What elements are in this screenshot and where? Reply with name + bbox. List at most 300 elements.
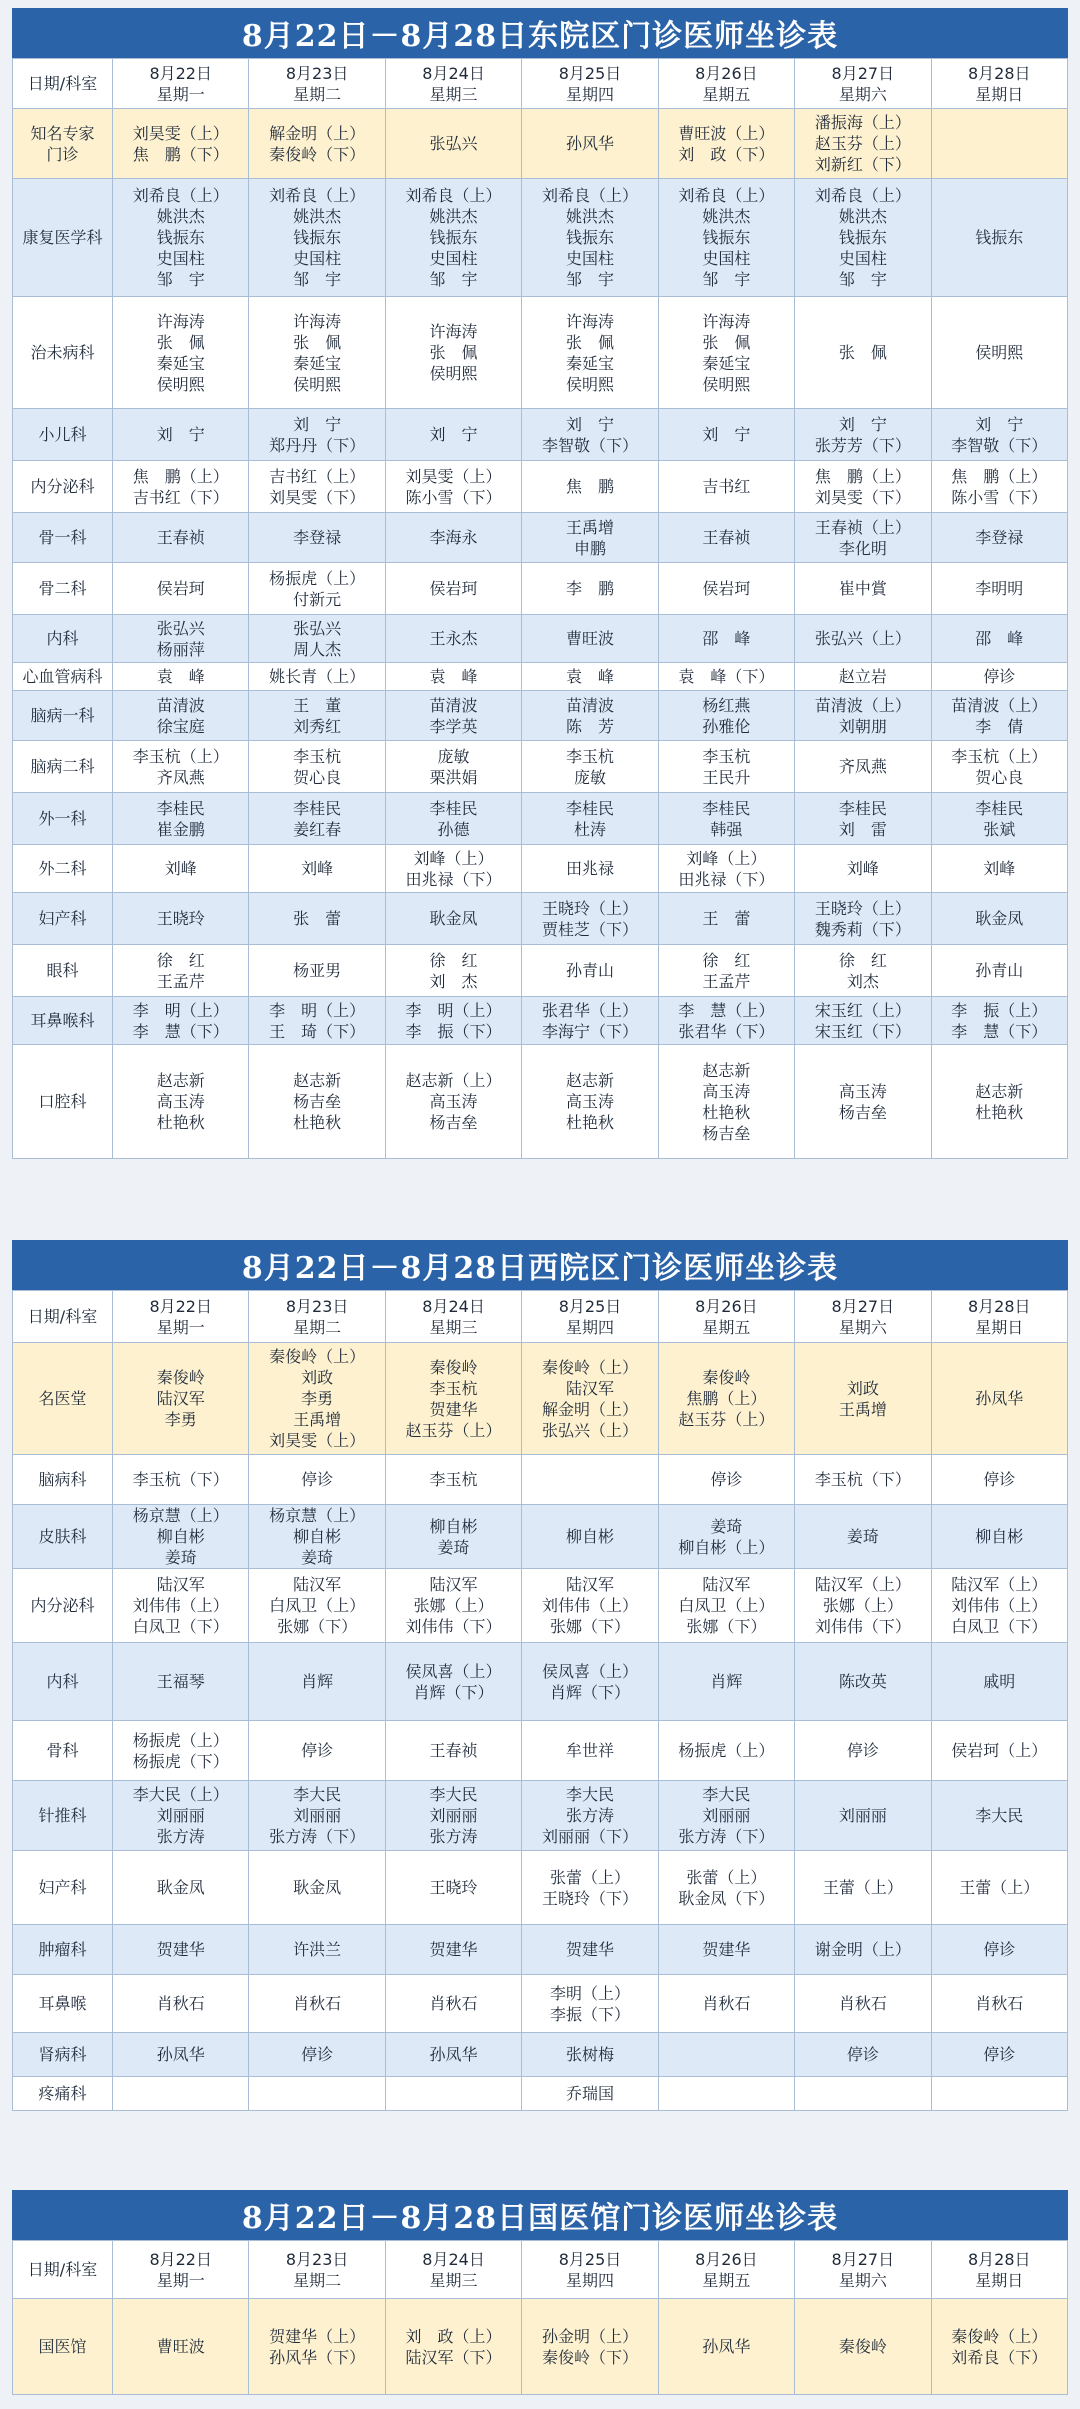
doctor-cell <box>522 1569 658 1643</box>
cell-line: 杨吉垒 <box>293 1092 342 1111</box>
cell-line: 姚洪杰 <box>156 207 205 226</box>
doctor-cell <box>931 513 1067 563</box>
doctor-cell <box>658 1455 794 1505</box>
doctor-cell <box>113 893 249 945</box>
doctor-cell <box>249 179 385 297</box>
doctor-cell <box>658 845 794 893</box>
cell-line: 史国柱 <box>838 249 887 268</box>
day-weekday: 星期五 <box>702 1317 751 1337</box>
cell-line: 苗清波 <box>565 695 614 715</box>
cell-line: 李智敬（下） <box>541 435 638 455</box>
doctor-cell <box>113 1925 249 1975</box>
day-weekday: 星期六 <box>838 84 887 104</box>
table-row <box>13 2033 1068 2077</box>
day-header <box>658 2241 794 2299</box>
day-date: 8月22日 <box>149 63 212 83</box>
cell-line: 邹 宇 <box>702 270 751 289</box>
cell-line: 心血管病科 <box>22 667 103 686</box>
cell-line: 焦 鹏（上） <box>951 466 1048 486</box>
day-weekday: 星期一 <box>156 1317 205 1337</box>
doctor-cell <box>385 2033 521 2077</box>
header-row <box>13 2241 1068 2299</box>
cell-line: 王 董 <box>293 695 342 715</box>
cell-line: 赵志新 <box>156 1071 205 1090</box>
cell-line: 骨科 <box>46 1741 79 1760</box>
cell-line: 张弘兴 <box>156 618 205 638</box>
cell-line: 刘希良（上） <box>541 186 638 205</box>
cell-line: 钱振东 <box>975 228 1024 247</box>
cell-line: 陆汉军 <box>156 1575 205 1594</box>
department-cell <box>13 1781 113 1851</box>
cell-line: 宋玉红（下） <box>814 1021 911 1041</box>
cell-line: 焦 鹏 <box>565 477 614 496</box>
cell-line: 田兆禄 <box>565 859 614 878</box>
doctor-cell <box>385 793 521 845</box>
doctor-cell <box>795 563 931 615</box>
cell-line: 孙德 <box>437 819 470 839</box>
cell-line: 门诊 <box>46 144 79 164</box>
doctor-cell <box>658 179 794 297</box>
cell-line: 田兆禄（下） <box>678 869 775 889</box>
doctor-cell <box>249 845 385 893</box>
cell-line: 李 明（上） <box>269 1000 366 1020</box>
doctor-cell <box>795 945 931 997</box>
department-cell <box>13 997 113 1045</box>
cell-line: 陈小雪（下） <box>405 487 502 507</box>
department-cell <box>13 513 113 563</box>
day-weekday: 星期二 <box>293 2270 342 2290</box>
table-row <box>13 615 1068 663</box>
doctor-cell <box>385 1045 521 1159</box>
cell-line: 史国柱 <box>293 249 342 268</box>
doctor-cell <box>385 409 521 461</box>
cell-line: 李 明（上） <box>405 1000 502 1020</box>
cell-line: 徐 红 <box>702 950 751 970</box>
cell-line: 苗清波 <box>429 695 478 715</box>
cell-line: 李 鹏 <box>565 579 614 598</box>
doctor-cell <box>249 563 385 615</box>
doctor-cell <box>113 1781 249 1851</box>
cell-line: 孙凤华 <box>156 2045 205 2064</box>
doctor-cell <box>522 997 658 1045</box>
doctor-cell <box>385 563 521 615</box>
doctor-cell <box>249 1643 385 1721</box>
cell-line: 刘峰（上） <box>686 848 767 868</box>
cell-line: 徐宝庭 <box>156 716 205 736</box>
cell-line: 刘 宁 <box>429 425 478 444</box>
cell-line: 刘昊雯（下） <box>814 487 911 507</box>
section-title: 8月22日－8月28日西院区门诊医师坐诊表 <box>12 1240 1068 1290</box>
doctor-cell <box>795 1851 931 1925</box>
cell-line: 许海涛 <box>156 311 205 331</box>
cell-line: 陆汉军 <box>429 1575 478 1594</box>
day-date: 8月24日 <box>422 63 485 83</box>
cell-line: 贺建华 <box>156 1940 205 1959</box>
cell-line: 停诊 <box>301 1741 334 1760</box>
cell-line: 孙青山 <box>975 961 1024 980</box>
doctor-cell <box>249 663 385 691</box>
cell-line: 陈改英 <box>838 1672 887 1691</box>
day-weekday: 星期三 <box>429 84 478 104</box>
cell-line: 张 佩 <box>702 332 751 352</box>
cell-line: 徐 红 <box>838 950 887 970</box>
cell-line: 秦俊岭（下） <box>269 144 366 164</box>
cell-line: 李玉杭 <box>429 1470 478 1489</box>
doctor-cell <box>658 1643 794 1721</box>
cell-line: 外二科 <box>38 859 87 878</box>
cell-line: 肖秋石 <box>838 1994 887 2013</box>
cell-line: 李 振（上） <box>951 1000 1048 1020</box>
cell-line: 郑丹丹（下） <box>269 435 366 455</box>
doctor-cell <box>249 615 385 663</box>
department-cell <box>13 1045 113 1159</box>
table-body <box>13 109 1068 1159</box>
cell-line: 张弘兴 <box>293 618 342 638</box>
department-cell <box>13 741 113 793</box>
cell-line: 邹 宇 <box>838 270 887 289</box>
doctor-cell <box>931 1643 1067 1721</box>
cell-line: 钱振东 <box>838 228 887 247</box>
day-date: 8月28日 <box>967 2249 1031 2269</box>
day-weekday: 星期六 <box>838 1317 887 1337</box>
doctor-cell <box>931 945 1067 997</box>
doctor-cell <box>249 1781 385 1851</box>
cell-line: 杨京慧（上） <box>132 1506 229 1525</box>
table-row <box>13 513 1068 563</box>
cell-line: 戚明 <box>983 1672 1016 1691</box>
cell-line: 姚洪杰 <box>838 207 887 226</box>
department-cell <box>13 945 113 997</box>
section-title: 8月22日－8月28日国医馆门诊医师坐诊表 <box>12 2190 1068 2240</box>
cell-line: 刘 宁 <box>702 425 751 444</box>
doctor-cell <box>522 1925 658 1975</box>
cell-line: 邹 宇 <box>293 270 342 289</box>
cell-line: 妇产科 <box>38 909 87 928</box>
doctor-cell <box>522 793 658 845</box>
doctor-cell <box>522 1343 658 1455</box>
cell-line: 张娜（上） <box>413 1596 494 1615</box>
department-cell <box>13 297 113 409</box>
cell-line: 袁 峰 <box>565 667 614 686</box>
cell-line: 史国柱 <box>429 249 478 268</box>
day-weekday: 星期日 <box>975 84 1024 104</box>
day-header <box>385 1291 521 1343</box>
doctor-cell <box>658 1925 794 1975</box>
cell-line: 刘峰 <box>164 859 197 878</box>
cell-line: 白凤卫（下） <box>951 1617 1048 1636</box>
cell-line: 王孟芹 <box>156 971 205 991</box>
doctor-cell <box>931 2033 1067 2077</box>
day-date: 8月25日 <box>558 63 622 83</box>
doctor-cell <box>522 2077 658 2111</box>
cell-line: 许海涛 <box>293 311 342 331</box>
cell-line: 赵志新（上） <box>405 1071 502 1090</box>
doctor-cell <box>795 663 931 691</box>
cell-line: 许洪兰 <box>293 1940 342 1959</box>
cell-line: 刘伟伟（上） <box>541 1596 638 1615</box>
department-cell <box>13 1721 113 1781</box>
cell-line: 刘希良（上） <box>132 186 229 205</box>
doctor-cell <box>795 1781 931 1851</box>
cell-line: 李玉杭 <box>702 746 751 766</box>
doctor-cell <box>931 845 1067 893</box>
cell-line: 秦俊岭（上） <box>541 1357 638 1377</box>
department-cell <box>13 563 113 615</box>
doctor-cell <box>658 297 794 409</box>
cell-line: 王孟芹 <box>702 971 751 991</box>
cell-line: 柳自彬 <box>565 1527 614 1546</box>
cell-line: 杨红燕 <box>702 695 751 715</box>
corner-header: 日期/科室 <box>13 59 113 109</box>
cell-line: 钱振东 <box>702 228 751 247</box>
cell-line: 耿金凤 <box>293 1878 342 1897</box>
cell-line: 王蕾（上） <box>959 1878 1040 1897</box>
doctor-cell <box>931 409 1067 461</box>
cell-line: 妇产科 <box>38 1878 87 1897</box>
cell-line: 史国柱 <box>565 249 614 268</box>
cell-line: 李玉杭（下） <box>132 1470 229 1489</box>
cell-line: 秦延宝 <box>702 353 751 373</box>
cell-line: 张娜（下） <box>549 1617 630 1636</box>
cell-line: 贺建华 <box>429 1399 478 1419</box>
cell-line: 赵志新 <box>565 1071 614 1090</box>
cell-line: 李登禄 <box>975 528 1024 547</box>
cell-line: 潘振海（上） <box>814 113 911 132</box>
day-date: 8月28日 <box>967 63 1031 83</box>
cell-line: 李化明 <box>838 538 887 558</box>
doctor-cell <box>113 1343 249 1455</box>
cell-line: 牟世祥 <box>565 1741 614 1760</box>
doctor-cell <box>113 109 249 179</box>
doctor-cell <box>522 1975 658 2033</box>
cell-line: 袁 峰 <box>429 667 478 686</box>
table-row <box>13 997 1068 1045</box>
doctor-cell <box>249 1045 385 1159</box>
doctor-cell <box>795 1045 931 1159</box>
doctor-cell <box>658 563 794 615</box>
doctor-cell <box>795 109 931 179</box>
doctor-cell <box>795 893 931 945</box>
doctor-cell <box>113 615 249 663</box>
doctor-cell <box>931 109 1067 179</box>
schedule-table <box>12 2240 1068 2395</box>
doctor-cell <box>522 2033 658 2077</box>
table-row <box>13 1781 1068 1851</box>
cell-line: 张弘兴 <box>429 134 478 153</box>
table-row <box>13 1925 1068 1975</box>
cell-line: 李桂民 <box>156 798 205 818</box>
doctor-cell <box>795 793 931 845</box>
doctor-cell <box>249 461 385 513</box>
cell-line: 贺心良 <box>975 767 1024 787</box>
cell-line: 庞敏 <box>437 746 470 766</box>
doctor-cell <box>522 297 658 409</box>
cell-line: 刘 宁 <box>156 425 205 444</box>
doctor-cell <box>113 663 249 691</box>
doctor-cell <box>385 663 521 691</box>
cell-line: 王晓玲 <box>429 1878 478 1897</box>
doctor-cell <box>385 179 521 297</box>
west-campus-schedule <box>12 1240 1068 2111</box>
cell-line: 耳鼻喉科 <box>30 1011 95 1030</box>
cell-line: 焦 鹏（上） <box>132 466 229 486</box>
cell-line: 肖辉 <box>301 1672 334 1691</box>
cell-line: 吉书红（上） <box>269 466 366 486</box>
cell-line: 崔金鹏 <box>156 819 205 839</box>
doctor-cell <box>385 893 521 945</box>
cell-line: 王永杰 <box>429 629 478 648</box>
doctor-cell <box>795 997 931 1045</box>
cell-line: 李大民 <box>702 1785 751 1804</box>
table-row <box>13 1569 1068 1643</box>
cell-line: 李明明 <box>975 579 1024 598</box>
day-weekday: 星期一 <box>156 2270 205 2290</box>
doctor-cell <box>795 845 931 893</box>
cell-line: 陆汉军 <box>293 1575 342 1594</box>
cell-line: 侯明熙 <box>702 374 751 394</box>
cell-line: 外一科 <box>38 809 87 828</box>
doctor-cell <box>795 2299 931 2395</box>
day-date: 8月23日 <box>285 63 349 83</box>
cell-line: 王民升 <box>702 767 751 787</box>
day-date: 8月26日 <box>695 63 758 83</box>
cell-line: 邵 峰 <box>975 629 1024 648</box>
doctor-cell <box>249 1851 385 1925</box>
cell-line: 张方涛 <box>156 1827 205 1846</box>
cell-line: 李大民 <box>565 1785 614 1804</box>
day-date: 8月26日 <box>695 2249 758 2269</box>
cell-line: 李 倩 <box>975 716 1024 736</box>
cell-line: 刘希良（上） <box>405 186 502 205</box>
day-date: 8月23日 <box>285 2249 349 2269</box>
day-weekday: 星期二 <box>293 84 342 104</box>
doctor-cell <box>522 563 658 615</box>
schedule-table <box>12 1290 1068 2111</box>
doctor-cell <box>658 741 794 793</box>
doctor-cell <box>522 741 658 793</box>
table-row <box>13 663 1068 691</box>
cell-line: 刘昊雯（上） <box>132 123 229 143</box>
doctor-cell <box>931 2077 1067 2111</box>
cell-line: 杨吉垒 <box>429 1113 478 1132</box>
cell-line: 刘丽丽 <box>293 1806 342 1825</box>
cell-line: 杨亚男 <box>293 961 342 980</box>
day-weekday: 星期三 <box>429 1317 478 1337</box>
cell-line: 刘政 <box>846 1378 879 1398</box>
table-row <box>13 1851 1068 1925</box>
doctor-cell <box>522 1643 658 1721</box>
doctor-cell <box>658 945 794 997</box>
doctor-cell <box>113 297 249 409</box>
doctor-cell <box>931 1781 1067 1851</box>
doctor-cell <box>931 1455 1067 1505</box>
cell-line: 姚洪杰 <box>293 207 342 226</box>
doctor-cell <box>385 1455 521 1505</box>
doctor-cell <box>522 893 658 945</box>
doctor-cell <box>113 1045 249 1159</box>
cell-line: 刘希良（上） <box>678 186 775 205</box>
doctor-cell <box>385 1975 521 2033</box>
day-header <box>931 2241 1067 2299</box>
doctor-cell <box>658 461 794 513</box>
doctor-cell <box>795 297 931 409</box>
department-cell <box>13 663 113 691</box>
cell-line: 骨一科 <box>38 528 87 547</box>
doctor-cell <box>113 2299 249 2395</box>
cell-line: 侯岩珂 <box>702 579 751 598</box>
cell-line: 陆汉军（上） <box>814 1575 911 1594</box>
cell-line: 刘伟伟（上） <box>132 1596 229 1615</box>
cell-line: 李勇 <box>301 1389 334 1408</box>
cell-line: 王春祯（上） <box>814 517 911 537</box>
header-row <box>13 59 1068 109</box>
schedule-table <box>12 58 1068 1159</box>
table-row <box>13 1643 1068 1721</box>
cell-line: 解金明（上） <box>269 123 366 143</box>
doctor-cell <box>249 2077 385 2111</box>
doctor-cell <box>385 1505 521 1569</box>
cell-line: 肖辉（下） <box>413 1682 494 1702</box>
cell-line: 耿金凤 <box>975 909 1024 928</box>
cell-line: 刘 宁 <box>975 414 1024 434</box>
doctor-cell <box>249 945 385 997</box>
cell-line: 肖秋石 <box>702 1994 751 2013</box>
doctor-cell <box>795 409 931 461</box>
doctor-cell <box>931 1925 1067 1975</box>
table-row <box>13 2299 1068 2395</box>
doctor-cell <box>113 1505 249 1569</box>
cell-line: 侯凤喜（上） <box>405 1661 502 1681</box>
cell-line: 停诊 <box>846 1741 879 1760</box>
cell-line: 赵志新 <box>293 1071 342 1090</box>
doctor-cell <box>522 409 658 461</box>
cell-line: 钱振东 <box>429 228 478 247</box>
cell-line: 李玉杭 <box>565 746 614 766</box>
doctor-cell <box>931 297 1067 409</box>
doctor-cell <box>522 663 658 691</box>
cell-line: 张 佩 <box>565 332 614 352</box>
cell-line: 肖辉（下） <box>549 1682 630 1702</box>
cell-line: 张 佩 <box>429 343 478 362</box>
doctor-cell <box>931 1045 1067 1159</box>
cell-line: 高玉涛 <box>156 1092 205 1111</box>
cell-line: 停诊 <box>846 2045 879 2064</box>
department-cell <box>13 109 113 179</box>
cell-line: 高玉涛 <box>838 1081 887 1101</box>
cell-line: 停诊 <box>983 1940 1016 1959</box>
doctor-cell <box>931 1505 1067 1569</box>
cell-line: 张方涛（下） <box>269 1827 366 1846</box>
day-header <box>385 2241 521 2299</box>
table-row <box>13 2077 1068 2111</box>
doctor-cell <box>795 461 931 513</box>
cell-line: 王晓玲（上） <box>814 898 911 918</box>
doctor-cell <box>113 1851 249 1925</box>
doctor-cell <box>385 1925 521 1975</box>
doctor-cell <box>249 1343 385 1455</box>
cell-line: 小儿科 <box>38 425 87 444</box>
cell-line: 柳自彬 <box>429 1516 478 1536</box>
doctor-cell <box>113 461 249 513</box>
doctor-cell <box>113 1569 249 1643</box>
cell-line: 肿瘤科 <box>38 1940 87 1959</box>
cell-line: 耳鼻喉 <box>38 1994 87 2013</box>
table-row <box>13 1455 1068 1505</box>
doctor-cell <box>385 741 521 793</box>
cell-line: 李大民 <box>975 1806 1024 1825</box>
doctor-cell <box>658 109 794 179</box>
cell-line: 庞敏 <box>573 767 606 787</box>
